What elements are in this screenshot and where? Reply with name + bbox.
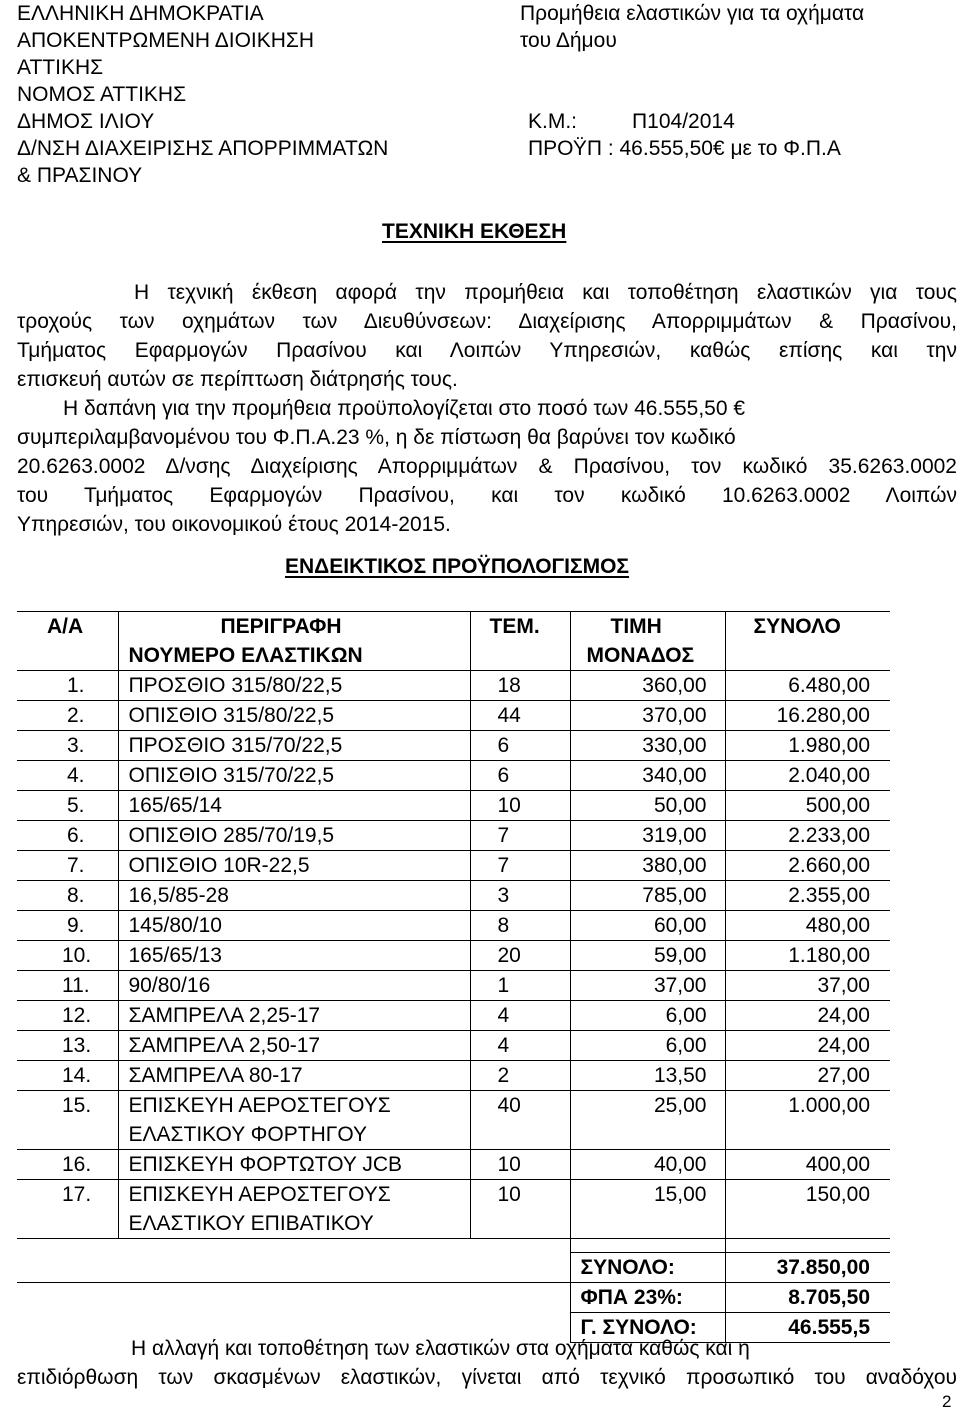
table-row-continuation [17,1209,890,1239]
paragraph-line: Η δαπάνη για την προμήθεια προϋπολογίζεται στο ποσό των 46.555,50 € [63,397,746,420]
issuer-line: Δ/ΝΣΗ ΔΙΑΧΕΙΡΙΣΗΣ ΑΠΟΡΡΙΜΜΑΤΩΝ [17,137,389,160]
row-qty: 4 [470,1031,570,1061]
row-aa: 4. [17,761,118,791]
page-number: 2 [942,1392,952,1411]
header-aa: Α/Α [17,612,118,642]
row-aa: 9. [17,911,118,941]
row-total: 150,00 [725,1180,890,1210]
issuer-line: ΑΠΟΚΕΝΤΡΩΜΕΝΗ ΔΙΟΙΚΗΣΗ [17,29,315,52]
row-qty: 10 [470,1180,570,1210]
paragraph-line: Υπηρεσιών, του οικονομικού έτους 2014-2015. [17,513,451,536]
table-row [17,701,890,731]
row-aa: 17. [62,1183,92,1206]
row-aa: 6. [17,821,118,851]
row-qty: 7 [470,821,570,851]
summary-label: ΦΠΑ 23%: [570,1283,725,1313]
header-qty: ΤΕΜ. [470,612,570,642]
row-desc-2: ΕΛΑΣΤΙΚΟΥ ΕΠΙΒΑΤΙΚΟΥ [118,1209,470,1239]
header-total: ΣΥΝΟΛΟ [725,612,890,642]
paragraph-line: τροχούς των οχημάτων των Διευθύνσεων: Διαχείρισης Απορριμμάτων & Πρασίνου, [17,310,957,333]
table-row [17,851,890,881]
table-row [17,761,890,791]
report-paragraph-1 [17,278,957,394]
row-price: 25,00 [570,1091,725,1121]
row-qty: 7 [470,851,570,881]
row-price: 6,00 [570,1001,725,1031]
table-row [17,1180,890,1210]
row-price: 6,00 [570,1031,725,1061]
issuer-line: & ΠΡΑΣΙΝΟΥ [17,164,143,187]
row-aa: 8. [17,881,118,911]
header-price-2: ΜΟΝΑΔΟΣ [570,641,725,671]
row-price: 59,00 [570,941,725,971]
budget-line: ΠΡΟΫΠ : 46.555,50€ με το Φ.Π.Α [528,137,841,160]
row-desc: ΟΠΙΣΘΙΟ 315/70/22,5 [118,761,470,791]
row-aa: 3. [17,731,118,761]
row-aa: 12. [17,1001,118,1031]
issuer-line: ΑΤΤΙΚΗΣ [17,56,104,79]
row-desc: ΠΡΟΣΘΙΟ 315/80/22,5 [118,671,470,701]
header-price: ΤΙΜΗ [570,612,725,642]
table-row [17,1001,890,1031]
paragraph-line: επισκευή αυτών σε περίπτωση διάτρησής τους. [17,368,458,391]
row-aa: 10. [17,941,118,971]
row-total: 16.280,00 [725,701,890,731]
table-row [17,821,890,851]
table-row [17,1091,890,1121]
row-qty: 20 [470,941,570,971]
row-total: 2.660,00 [725,851,890,881]
paragraph-line: Τμήματος Εφαρμογών Πρασίνου και Λοιπών Υπηρεσιών, καθώς επίσης και την [17,339,957,362]
table-header-row [17,612,890,642]
footer-text [17,1334,957,1392]
row-qty: 10 [470,1150,570,1180]
row-desc: ΟΠΙΣΘΙΟ 10R-22,5 [118,851,470,881]
report-paragraph-2 [17,394,957,539]
table-row [17,911,890,941]
table-header-row [17,641,890,671]
table-row [17,671,890,701]
budget-title: ΕΝΔΕΙΚΤΙΚΟΣ ΠΡΟΫΠΟΛΟΓΙΣΜΟΣ [285,555,630,578]
row-aa: 2. [17,701,118,731]
paragraph-line: Η τεχνική έκθεση αφορά την προμήθεια και τοποθέτηση ελαστικών για τους [134,281,957,304]
row-qty: 6 [470,761,570,791]
table-row [17,1031,890,1061]
summary-value: 46.555,5 [725,1313,890,1343]
row-desc: ΠΡΟΣΘΙΟ 315/70/22,5 [118,731,470,761]
row-price: 370,00 [570,701,725,731]
row-aa: 13. [17,1031,118,1061]
row-aa: 16. [17,1150,118,1180]
table-row-continuation [17,1120,890,1150]
paragraph-line: 20.6263.0002 Δ/νσης Διαχείρισης Απορριμμάτων & Πρασίνου, τον κωδικό 35.6263.0002 [17,455,957,478]
row-qty: 40 [470,1091,570,1121]
issuer-line: ΔΗΜΟΣ ΙΛΙΟΥ [17,110,155,133]
row-desc: ΟΠΙΣΘΙΟ 315/80/22,5 [118,701,470,731]
row-total: 2.040,00 [725,761,890,791]
row-desc: 16,5/85-28 [118,881,470,911]
row-desc: 90/80/16 [118,971,470,1001]
row-aa: 15. [62,1094,92,1117]
row-price: 13,50 [570,1061,725,1091]
row-aa: 11. [17,971,118,1001]
issuer-block [17,0,388,189]
row-total: 1.180,00 [725,941,890,971]
summary-label: Γ. ΣΥΝΟΛΟ: [570,1313,725,1343]
summary-value: 8.705,50 [725,1283,890,1313]
row-price: 785,00 [570,881,725,911]
km-value: Π104/2014 [632,110,735,133]
table-row [17,971,890,1001]
row-desc: ΣΑΜΠΡΕΛΑ 2,50-17 [118,1031,470,1061]
row-aa: 14. [17,1061,118,1091]
table-spacer [17,1239,890,1253]
summary-row [17,1283,890,1313]
table-row [17,1061,890,1091]
row-total: 2.233,00 [725,821,890,851]
issuer-line: ΝΟΜΟΣ ΑΤΤΙΚΗΣ [17,83,187,106]
row-qty: 44 [470,701,570,731]
table-row [17,1150,890,1180]
row-total: 6.480,00 [725,671,890,701]
row-desc: ΕΠΙΣΚΕΥΗ ΑΕΡΟΣΤΕΓΟΥΣ [118,1180,470,1210]
km-label: Κ.Μ.: [528,110,578,133]
row-total: 500,00 [725,791,890,821]
row-total: 24,00 [725,1001,890,1031]
table-row [17,731,890,761]
row-qty: 4 [470,1001,570,1031]
row-price: 330,00 [570,731,725,761]
paragraph-line: συμπεριλαμβανομένου του Φ.Π.Α.23 %, η δε πίστωση θα βαρύνει τον κωδικό [17,426,736,449]
report-title: ΤΕΧΝΙΚΗ ΕΚΘΕΣΗ [382,220,567,243]
row-qty: 1 [470,971,570,1001]
row-qty: 6 [470,731,570,761]
row-desc-2: ΕΛΑΣΤΙΚΟΥ ΦΟΡΤΗΓΟΥ [118,1120,470,1150]
header-desc-2: ΝΟΥΜΕΡΟ ΕΛΑΣΤΙΚΩΝ [118,641,470,671]
row-total: 2.355,00 [725,881,890,911]
row-total: 1.000,00 [725,1091,890,1121]
row-total: 27,00 [725,1061,890,1091]
row-price: 319,00 [570,821,725,851]
row-qty: 2 [470,1061,570,1091]
budget-table [17,611,890,1343]
row-aa: 5. [17,791,118,821]
row-qty: 3 [470,881,570,911]
row-price: 340,00 [570,761,725,791]
row-total: 1.980,00 [725,731,890,761]
row-qty: 10 [470,791,570,821]
summary-row [17,1253,890,1283]
row-price: 60,00 [570,911,725,941]
footer-line: Η αλλαγή και τοποθέτηση των ελαστικών στα οχήματα καθώς και η [131,1337,750,1360]
row-desc: ΕΠΙΣΚΕΥΗ ΑΕΡΟΣΤΕΓΟΥΣ [118,1091,470,1121]
table-row [17,881,890,911]
row-price: 37,00 [570,971,725,1001]
row-total: 24,00 [725,1031,890,1061]
row-aa: 1. [17,671,118,701]
row-desc: ΣΑΜΠΡΕΛΑ 2,25-17 [118,1001,470,1031]
row-desc: 165/65/13 [118,941,470,971]
row-aa: 7. [17,851,118,881]
issuer-line: ΕΛΛΗΝΙΚΗ ΔΗΜΟΚΡΑΤΙΑ [17,2,264,25]
subject-line: του Δήμου [520,29,617,52]
row-total: 480,00 [725,911,890,941]
summary-value: 37.850,00 [725,1253,890,1283]
row-desc: ΟΠΙΣΘΙΟ 285/70/19,5 [118,821,470,851]
paragraph-line: του Τμήματος Εφαρμογών Πρασίνου, και τον κωδικό 10.6263.0002 Λοιπών [17,484,957,507]
row-qty: 8 [470,911,570,941]
row-desc: 165/65/14 [118,791,470,821]
table-row [17,941,890,971]
row-desc: ΣΑΜΠΡΕΛΑ 80-17 [118,1061,470,1091]
row-desc: ΕΠΙΣΚΕΥΗ ΦΟΡΤΩΤΟΥ JCB [118,1150,470,1180]
subject-line: Προμήθεια ελαστικών για τα οχήματα [520,2,865,25]
table-row [17,791,890,821]
row-price: 360,00 [570,671,725,701]
row-price: 50,00 [570,791,725,821]
row-desc: 145/80/10 [118,911,470,941]
row-total: 37,00 [725,971,890,1001]
row-price: 380,00 [570,851,725,881]
row-qty: 18 [470,671,570,701]
header-desc: ΠΕΡΙΓΡΑΦΗ [118,612,470,642]
footer-line: επιδιόρθωση των σκασμένων ελαστικών, γίνεται από τεχνικό προσωπικό του αναδόχου [17,1366,957,1389]
subject-block [520,0,864,54]
row-price: 40,00 [570,1150,725,1180]
summary-label: ΣΥΝΟΛΟ: [570,1253,725,1283]
row-price: 15,00 [570,1180,725,1210]
row-total: 400,00 [725,1150,890,1180]
